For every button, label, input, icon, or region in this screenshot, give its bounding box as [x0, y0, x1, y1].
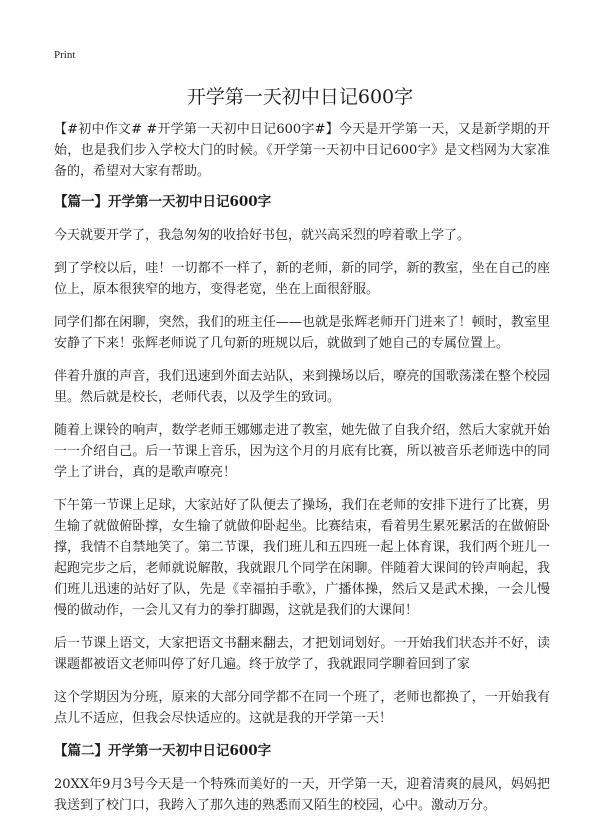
- paragraph: 同学们都在闲聊，突然，我们的班主任——也就是张辉老师开门进来了！顿时，教室里安静了下来！张辉老师说了几句新的班规以后，就做到了她自己的专属位置上。: [54, 315, 550, 351]
- print-link[interactable]: Print: [54, 49, 76, 61]
- paragraph: 20XX年9月3号今天是一个特殊而美好的一天，开学第一天，迎着清爽的晨风，妈妈把我送到了校门口，我跨入了那久违的熟悉而又陌生的校园，心中。激动万分。: [54, 777, 550, 813]
- paragraph: 今天就要开学了，我急匆匆的收拾好书包，就兴高采烈的哼着歌上学了。: [54, 228, 471, 243]
- paragraph: 后一节课上语文，大家把语文书翻来翻去，才把划词划好。一开始我们状态并不好，读课题都被语文老师叫停了好几遍。终于放学了，我就跟同学聊着回到了家: [54, 636, 550, 672]
- page-title: 开学第一天初中日记600字: [186, 86, 414, 108]
- paragraph: 下午第一节课上足球，大家站好了队便去了操场，我们在老师的安排下进行了比赛，男生输了就做俯卧撑，女生输了就做仰卧起坐。比赛结束，看着男生累死累活的在做俯卧撑，我情不自禁地笑了。第二节课，我们班儿和五四班一起上体育课，我们两个班儿一起跑完步之后，老师就说解散，我就跟几个同学在闲聊。伴随着大课间的铃声响起，我们班儿迅速的站好了队，先是《幸福拍手歌》，广播体操，然后又是武术操，一会儿慢慢的做动作，一会儿又有力的拳打脚踢，这就是我们的大课间！: [54, 498, 550, 618]
- intro-paragraph: 【#初中作文# #开学第一天初中日记600字#】今天是开学第一天，又是新学期的开始，也是我们步入学校大门的时候。《开学第一天初中日记600字》是文档网为大家准备的，希望对大家有帮助。: [54, 122, 550, 179]
- section-1-heading: 【篇一】开学第一天初中日记600字: [54, 194, 272, 210]
- article-body: [54, 119, 550, 828]
- paragraph: 伴着升旗的声音，我们迅速到外面去站队，来到操场以后，嘹亮的国歌荡漾在整个校园里。然后就是校长，老师代表，以及学生的致词。: [54, 369, 550, 405]
- paragraph: 随着上课铃的响声，数学老师王娜娜走进了教室，她先做了自我介绍，然后大家就开始一一介绍自己。后一节课上音乐，因为这个月的月底有比赛，所以被音乐老师选中的同学上了讲台，真的是歌声嘹亮！: [54, 423, 550, 480]
- paragraph: 这个学期因为分班，原来的大部分同学都不在同一个班了，老师也都换了，一开始我有点儿不适应，但我会尽快适应的。这就是我的开学第一天！: [54, 690, 550, 726]
- paragraph: 到了学校以后，哇！一切都不一样了，新的老师，新的同学，新的教室，坐在自己的座位上，原本很狭窄的地方，变得老宽，坐在上面很舒服。: [54, 261, 550, 297]
- section-2-heading: 【篇二】开学第一天初中日记600字: [54, 743, 272, 759]
